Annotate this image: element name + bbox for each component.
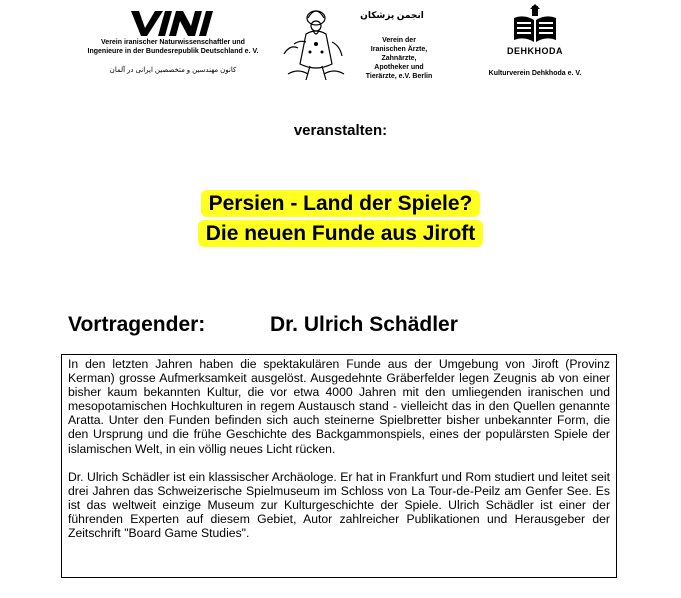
event-title-line1: Persien - Land der Spiele? [201,190,481,217]
dehkhoda-logo-block [470,4,600,77]
event-title [0,190,681,250]
dehkhoda-name: DEHKHODA [506,46,563,56]
doctors-calligraphy: انجمن پزشکان [360,10,424,20]
physician-figure-icon [280,4,350,84]
event-title-line2: Die neuen Funde aus Jiroft [198,220,484,247]
doctors-caption-line: Apotheker und [374,64,424,71]
organize-heading: veranstalten: [293,122,388,139]
speaker-bio-paragraph: Dr. Ulrich Schädler ist ein klassischer Archäologe. Er hat in Frankfurt und Rom studiert und leitet seit drei Jahren das Schweizerische Spielmuseum im Schloss von La Tour-de-Peilz am Genfer See. Es ist das weltweit einzige Museum zur Kulturgeschichte der Spiele. Ulrich Schädler ist einer der führenden Experten auf diesem Gebiet, Autor zahlreicher Publikationen und Herausgeber der Zeitschrift "Board Game Studies". [68,469,610,541]
doctors-caption-line: Zahnärzte, [381,55,417,62]
doctors-logo-block [276,4,448,94]
speaker-name: Dr. Ulrich Schädler [270,313,458,336]
speaker-label: Vortragender: [68,313,206,336]
vini-logo [68,8,278,38]
vini-persian-name: کانون مهندسین و متخصصین ایرانی در آلمان [109,67,237,74]
abstract-box [61,354,617,578]
vini-logo-block [68,8,278,76]
doctors-caption-line: Tierärzte, e.V. Berlin [365,73,433,80]
speaker-line [68,313,458,337]
dehkhoda-caption: Kulturverein Dehkhoda e. V. [488,70,582,77]
vini-name-line2: Ingenieure in der Bundesrepublik Deutschland e. V. [87,48,259,55]
vini-name-line1: Verein iranischer Naturwissenschaftler und [101,39,245,46]
dehkhoda-book-emblem-icon [510,4,560,46]
doctors-caption-line: Verein der [382,37,416,44]
abstract-paragraph: In den letzten Jahren haben die spektakulären Funde aus der Umgebung von Jiroft (Provinz Kerman) grosse Aufmerksamkeit ausgelöst. Ausgedehnte Gräberfelder legen Zeugnis ab von einer bisher kaum bekannten Kultur, die vor etwa 4000 Jahren mit den umliegenden iranischen und mesopotamischen Hochkulturen in regem Austausch stand - vielleicht das in den Quellen genannte Aratta. Unter den Funden befinden sich auch steinerne Spielbretter bisher unbekannter Form, die den Ursprung und die frühe Geschichte des Backgammonspiels, eines der populärsten Spiele der islamischen Welt, in ein völlig neues Licht rücken. [68,357,610,456]
doctors-caption [354,36,444,81]
doctors-caption-line: Iranischen Ärzte, [370,46,428,53]
